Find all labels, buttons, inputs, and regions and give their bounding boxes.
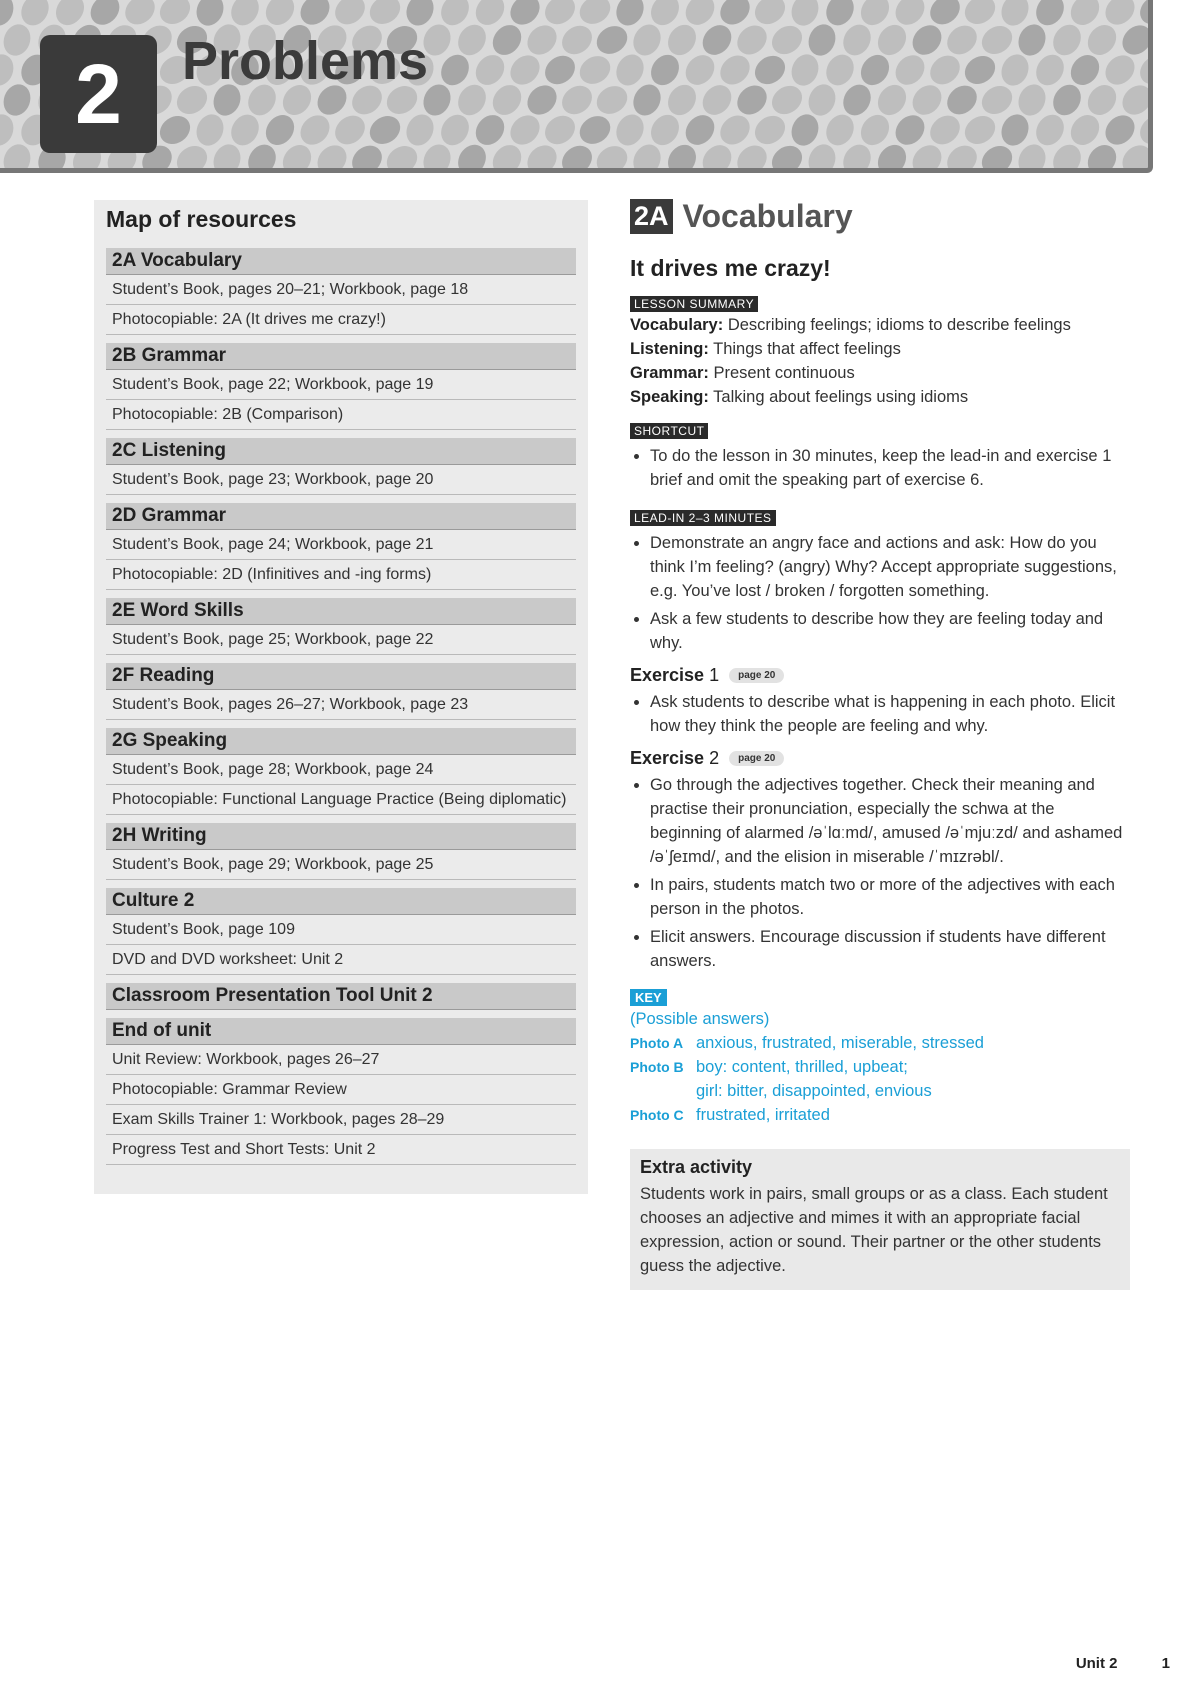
- pattern-dot: [697, 79, 737, 120]
- key-answer: girl: bitter, disappointed, envious: [696, 1082, 932, 1100]
- pattern-dot: [1048, 80, 1087, 121]
- pattern-dot: [1082, 79, 1122, 120]
- summary-line: [630, 313, 1130, 337]
- resource-item: Photocopiable: Grammar Review: [106, 1075, 576, 1105]
- pattern-dot: [749, 50, 790, 90]
- resource-item: Student’s Book, page 109: [106, 915, 576, 945]
- pattern-dot: [154, 110, 195, 150]
- resource-item: Progress Test and Short Tests: Unit 2: [106, 1135, 576, 1165]
- pattern-dot: [487, 79, 527, 120]
- extra-activity-title: Extra activity: [640, 1157, 753, 1177]
- pattern-dot: [959, 0, 1000, 30]
- lesson-subtitle: It drives me crazy!: [630, 255, 831, 281]
- pattern-dot: [154, 0, 195, 30]
- resource-item: Student’s Book, page 29; Workbook, page 25: [106, 850, 576, 880]
- photo-label: Photo B: [630, 1059, 684, 1075]
- pattern-dot: [714, 50, 755, 91]
- extra-activity-box: [630, 1149, 1130, 1290]
- pattern-dot: [855, 109, 895, 150]
- section-heading: 2B Grammar: [106, 343, 576, 370]
- exercise-2-list: [630, 773, 1130, 973]
- resource-item: Exam Skills Trainer 1: Workbook, pages 28–29: [106, 1105, 576, 1135]
- pattern-dot: [838, 20, 876, 60]
- pattern-dot: [976, 80, 1017, 119]
- section-heading: 2F Reading: [106, 663, 576, 690]
- lesson-summary-tag: LESSON SUMMARY: [630, 296, 758, 312]
- pattern-dot: [997, 110, 1033, 150]
- photo-label: Photo C: [630, 1107, 684, 1123]
- pattern-dot: [365, 110, 406, 149]
- pattern-dot: [838, 80, 876, 120]
- summary-label: Listening:: [630, 340, 709, 358]
- pattern-dot: [645, 50, 684, 91]
- pattern-dot: [575, 111, 616, 150]
- pattern-dot: [539, 110, 580, 150]
- pattern-dot: [749, 110, 790, 150]
- pattern-dot: [1117, 19, 1148, 60]
- summary-line: [630, 361, 1130, 385]
- pattern-dot: [521, 79, 562, 120]
- key-tag: KEY: [630, 989, 667, 1006]
- summary-label: Grammar:: [630, 364, 709, 382]
- key-row: [630, 1079, 1130, 1103]
- section-heading: 2A Vocabulary: [106, 248, 576, 275]
- key-answer: frustrated, irritated: [696, 1106, 830, 1124]
- pattern-dot: [1065, 109, 1105, 150]
- pattern-dot: [787, 0, 823, 30]
- pattern-dot: [997, 50, 1033, 90]
- pattern-dot: [470, 109, 510, 150]
- lesson-code: 2A: [630, 199, 673, 234]
- pattern-dot: [192, 0, 228, 30]
- pattern-dot: [804, 80, 840, 119]
- pattern-dot: [192, 110, 228, 149]
- exercise-label: Exercise: [630, 665, 705, 685]
- pattern-dot: [504, 109, 545, 150]
- pattern-dot: [766, 20, 807, 60]
- bullet-item: • Ask a few students to describe how they are feeling today and why.: [650, 607, 1130, 655]
- pattern-dot: [787, 110, 823, 149]
- pattern-dot: [1014, 20, 1050, 60]
- unit-number-badge: 2: [40, 35, 157, 153]
- pattern-dot: [487, 19, 527, 60]
- shortcut-list: [630, 444, 1130, 492]
- resource-item: Photocopiable: 2B (Comparison): [106, 400, 576, 430]
- page-reference: page 20: [729, 668, 784, 683]
- pattern-dot: [346, 140, 387, 168]
- section-heading: 2C Listening: [106, 438, 576, 465]
- bullet-item: • Demonstrate an angry face and actions and ask: How do you think I’m feeling? (angry) Why? Accept appropriate suggestions, e.g. You’ve lost / broken / forgotten something.: [650, 531, 1130, 603]
- key-answer: anxious, frustrated, miserable, stressed: [696, 1034, 984, 1052]
- pattern-dot: [872, 19, 912, 60]
- pattern-dot: [959, 50, 1000, 89]
- pattern-dot: [731, 80, 772, 121]
- pattern-dot: [556, 140, 597, 168]
- pattern-dot: [611, 50, 648, 90]
- pattern-dot: [821, 50, 859, 90]
- pattern-dot: [1134, 50, 1148, 90]
- pattern-dot: [556, 80, 597, 120]
- pattern-dot: [1117, 79, 1148, 120]
- exercise-2-heading: [630, 748, 1130, 769]
- pattern-dot: [872, 79, 912, 120]
- footer-unit: Unit 2: [1075, 1655, 1118, 1672]
- exercise-number: 2: [709, 748, 720, 768]
- section-heading: 2D Grammar: [106, 503, 576, 530]
- extra-activity-text: Students work in pairs, small groups or as a class. Each student chooses an adjective and mimes it with an appropriate facial expression, action or sound. Their partner or the other students guess the adjective.: [640, 1185, 1108, 1275]
- pattern-dot: [749, 0, 790, 30]
- section-heading: 2E Word Skills: [106, 598, 576, 625]
- pattern-dot: [628, 80, 665, 120]
- pattern-dot: [504, 49, 545, 90]
- pattern-dot: [662, 80, 701, 121]
- pattern-dot: [453, 20, 492, 61]
- pattern-dot: [941, 80, 982, 121]
- page-footer: [1076, 1655, 1170, 1672]
- pattern-dot: [787, 50, 823, 89]
- resource-item: Student’s Book, pages 20–21; Workbook, page 18: [106, 275, 576, 305]
- page-reference: page 20: [729, 751, 784, 766]
- key-answers: [630, 1031, 1130, 1127]
- lesson-name: Vocabulary: [682, 198, 853, 234]
- summary-text: Talking about feelings using idioms: [708, 388, 969, 406]
- resource-item: Student’s Book, pages 26–27; Workbook, page 23: [106, 690, 576, 720]
- pattern-dot: [662, 20, 701, 61]
- resource-item: Student’s Book, page 25; Workbook, page 22: [106, 625, 576, 655]
- pattern-dot: [645, 110, 684, 151]
- pattern-dot: [1031, 50, 1070, 91]
- map-of-resources: [94, 200, 588, 1194]
- summary-label: Vocabulary:: [630, 316, 724, 334]
- pattern-dot: [697, 19, 737, 60]
- pattern-dot: [924, 110, 965, 151]
- summary-line: [630, 385, 1130, 409]
- resource-item: Photocopiable: Functional Language Practice (Being diplomatic): [106, 785, 576, 815]
- pattern-dot: [1134, 110, 1148, 150]
- pattern-dot: [1031, 110, 1070, 151]
- exercise-1-heading: [630, 665, 1130, 686]
- pattern-dot: [907, 79, 948, 120]
- resource-item: Student’s Book, page 28; Workbook, page 24: [106, 755, 576, 785]
- pattern-dot: [436, 110, 475, 151]
- pattern-dot: [226, 110, 264, 151]
- resource-item: Photocopiable: 2A (It drives me crazy!): [106, 305, 576, 335]
- pattern-dot: [821, 110, 859, 150]
- pattern-dot: [766, 80, 807, 120]
- summary-line: [630, 337, 1130, 361]
- pattern-dot: [0, 81, 35, 120]
- shortcut-tag: SHORTCUT: [630, 423, 708, 439]
- pattern-dot: [611, 0, 648, 30]
- pattern-dot: [907, 19, 948, 60]
- pattern-dot: [890, 49, 931, 90]
- pattern-dot: [295, 109, 336, 150]
- pattern-dot: [539, 50, 580, 90]
- pattern-dot: [890, 109, 931, 150]
- bullet-item: • To do the lesson in 30 minutes, keep the lead-in and exercise 1 brief and omit the speaking part of exercise 6.: [650, 444, 1130, 492]
- pattern-dot: [941, 20, 982, 61]
- photo-label: [630, 1079, 696, 1103]
- photo-label: Photo A: [630, 1035, 684, 1051]
- bullet-item: • Go through the adjectives together. Check their meaning and practise their pronunciation, especially the schwa at the beginning of alarmed /əˈlɑːmd/, amused /əˈmjuːzd/ and ashamed /əˈʃeɪmd/, and the elision in miserable /ˈmɪzrəbl/.: [650, 773, 1130, 869]
- bullet-item: • Ask students to describe what is happening in each photo. Elicit how they think the people are feeling and why.: [650, 690, 1130, 738]
- section-heading: 2H Writing: [106, 823, 576, 850]
- key-row: [630, 1103, 1130, 1127]
- pattern-dot: [365, 0, 406, 30]
- unit-title: Problems: [182, 31, 429, 91]
- exercise-label: Exercise: [630, 748, 705, 768]
- pattern-dot: [260, 109, 300, 150]
- key-note: (Possible answers): [630, 1010, 770, 1028]
- lesson-summary: [630, 313, 1130, 409]
- resource-item: Photocopiable: 2D (Infinitives and -ing forms): [106, 560, 576, 590]
- resource-item: Student’s Book, page 23; Workbook, page 20: [106, 465, 576, 495]
- pattern-dot: [1065, 49, 1105, 90]
- lesson-column: [630, 198, 1130, 1290]
- section-heading: End of unit: [106, 1018, 576, 1045]
- pattern-dot: [592, 81, 633, 120]
- pattern-dot: [1100, 109, 1141, 150]
- map-list: [106, 248, 576, 1165]
- pattern-dot: [959, 110, 1000, 149]
- pattern-dot: [997, 0, 1033, 30]
- pattern-dot: [628, 20, 665, 60]
- pattern-dot: [714, 110, 755, 151]
- key-row: [630, 1055, 1130, 1079]
- summary-text: Present continuous: [708, 364, 855, 382]
- leadin-list: [630, 531, 1130, 655]
- lesson-header: [630, 198, 1130, 235]
- pattern-dot: [611, 110, 648, 150]
- resource-item: Student’s Book, page 24; Workbook, page 21: [106, 530, 576, 560]
- pattern-dot: [1082, 19, 1122, 60]
- pattern-dot: [575, 51, 616, 90]
- section-heading: Classroom Presentation Tool Unit 2: [106, 983, 576, 1010]
- banner-pattern: [0, 0, 1148, 168]
- pattern-dot: [0, 111, 18, 150]
- summary-label: Speaking:: [630, 388, 709, 406]
- summary-text: Things that affect feelings: [708, 340, 901, 358]
- resource-item: DVD and DVD worksheet: Unit 2: [106, 945, 576, 975]
- pattern-dot: [329, 110, 370, 150]
- section-heading: Culture 2: [106, 888, 576, 915]
- pattern-dot: [1014, 80, 1050, 120]
- pattern-dot: [924, 50, 965, 91]
- map-title: Map of resources: [106, 206, 297, 232]
- pattern-dot: [470, 49, 510, 90]
- exercise-number: 1: [709, 665, 720, 685]
- resource-item: Student’s Book, page 22; Workbook, page 19: [106, 370, 576, 400]
- pattern-dot: [731, 20, 772, 61]
- pattern-dot: [521, 19, 562, 60]
- key-answer: boy: content, thrilled, upbeat;: [696, 1058, 908, 1076]
- pattern-dot: [575, 0, 616, 29]
- pattern-dot: [453, 80, 492, 121]
- bullet-item: • In pairs, students match two or more of the adjectives with each person in the photos.: [650, 873, 1130, 921]
- pattern-dot: [855, 49, 895, 90]
- pattern-dot: [402, 110, 439, 150]
- exercise-1-list: [630, 690, 1130, 738]
- pattern-dot: [1100, 49, 1141, 90]
- pattern-dot: [436, 50, 475, 91]
- pattern-dot: [976, 20, 1017, 59]
- resource-item: Unit Review: Workbook, pages 26–27: [106, 1045, 576, 1075]
- pattern-dot: [0, 21, 35, 60]
- key-row: [630, 1031, 1130, 1055]
- leadin-tag: LEAD-IN 2–3 MINUTES: [630, 510, 776, 526]
- pattern-dot: [0, 51, 18, 90]
- pattern-dot: [592, 21, 633, 60]
- section-heading: 2G Speaking: [106, 728, 576, 755]
- bullet-item: • Elicit answers. Encourage discussion if students have different answers.: [650, 925, 1130, 973]
- pattern-dot: [804, 20, 840, 59]
- pattern-dot: [1048, 20, 1087, 61]
- pattern-dot: [402, 0, 439, 30]
- pattern-dot: [680, 49, 720, 90]
- summary-text: Describing feelings; idioms to describe feelings: [723, 316, 1071, 334]
- footer-page-number: 1: [1161, 1655, 1170, 1672]
- pattern-dot: [680, 109, 720, 150]
- pattern-dot: [556, 20, 597, 60]
- unit-banner: [0, 0, 1153, 173]
